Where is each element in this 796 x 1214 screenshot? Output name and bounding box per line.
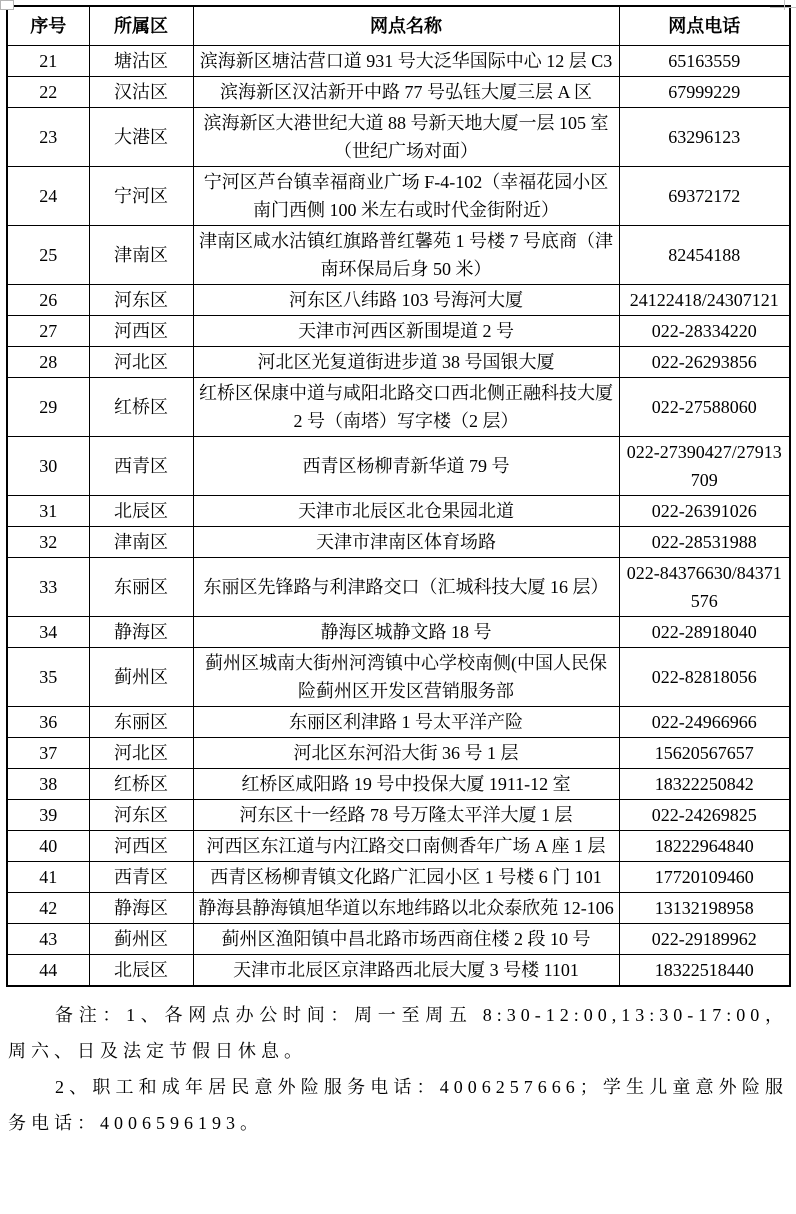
branch-name-cell: 红桥区保康中道与咸阳北路交口西北侧正融科技大厦 2 号（南塔）写字楼（2 层） [193, 378, 619, 437]
district-cell: 河西区 [89, 316, 193, 347]
district-cell: 红桥区 [89, 378, 193, 437]
branch-name-cell: 红桥区咸阳路 19 号中投保大厦 1911-12 室 [193, 769, 619, 800]
district-cell: 津南区 [89, 226, 193, 285]
table-row [7, 496, 790, 527]
branch-name-cell: 东丽区利津路 1 号太平洋产险 [193, 707, 619, 738]
district-cell: 静海区 [89, 617, 193, 648]
district-cell: 东丽区 [89, 707, 193, 738]
branch-phone-cell: 022-28334220 [619, 316, 790, 347]
header-district: 所属区 [89, 6, 193, 46]
branch-phone-cell: 18322518440 [619, 955, 790, 987]
serial-cell: 28 [7, 347, 89, 378]
serial-cell: 41 [7, 862, 89, 893]
district-cell: 红桥区 [89, 769, 193, 800]
table-row [7, 707, 790, 738]
branch-name-cell: 滨海新区大港世纪大道 88 号新天地大厦一层 105 室（世纪广场对面） [193, 108, 619, 167]
branch-name-cell: 天津市河西区新围堤道 2 号 [193, 316, 619, 347]
branch-name-cell: 西青区杨柳青新华道 79 号 [193, 437, 619, 496]
table-row [7, 617, 790, 648]
branch-phone-cell: 022-27390427/27913709 [619, 437, 790, 496]
branch-name-cell: 滨海新区塘沽营口道 931 号大泛华国际中心 12 层 C3 [193, 46, 619, 77]
table-row [7, 893, 790, 924]
branch-name-cell: 滨海新区汉沽新开中路 77 号弘钰大厦三层 A 区 [193, 77, 619, 108]
table-row [7, 738, 790, 769]
branch-name-cell: 静海县静海镇旭华道以东地纬路以北众泰欣苑 12-106 [193, 893, 619, 924]
district-cell: 西青区 [89, 437, 193, 496]
district-cell: 北辰区 [89, 955, 193, 987]
header-branch-phone: 网点电话 [619, 6, 790, 46]
table-row [7, 316, 790, 347]
branch-phone-cell: 63296123 [619, 108, 790, 167]
district-cell: 津南区 [89, 527, 193, 558]
branch-name-cell: 河东区十一经路 78 号万隆太平洋大厦 1 层 [193, 800, 619, 831]
header-branch-name: 网点名称 [193, 6, 619, 46]
branch-name-cell: 天津市北辰区京津路西北辰大厦 3 号楼 1101 [193, 955, 619, 987]
table-row [7, 924, 790, 955]
footnote-service-phones: 2、职工和成年居民意外险服务电话：4006257666；学生儿童意外险服务电话：4006596193。 [8, 1077, 788, 1133]
branch-name-cell: 津南区咸水沽镇红旗路普红馨苑 1 号楼 7 号底商（津南环保局后身 50 米） [193, 226, 619, 285]
serial-cell: 22 [7, 77, 89, 108]
table-row [7, 955, 790, 987]
branch-name-cell: 东丽区先锋路与利津路交口（汇城科技大厦 16 层） [193, 558, 619, 617]
table-row [7, 77, 790, 108]
branch-phone-cell: 67999229 [619, 77, 790, 108]
branch-phone-cell: 022-29189962 [619, 924, 790, 955]
serial-cell: 34 [7, 617, 89, 648]
table-row [7, 527, 790, 558]
serial-cell: 27 [7, 316, 89, 347]
branch-phone-cell: 022-82818056 [619, 648, 790, 707]
serial-cell: 29 [7, 378, 89, 437]
serial-cell: 36 [7, 707, 89, 738]
branch-table [6, 5, 791, 987]
district-cell: 西青区 [89, 862, 193, 893]
header-serial: 序号 [7, 6, 89, 46]
serial-cell: 43 [7, 924, 89, 955]
branch-phone-cell: 17720109460 [619, 862, 790, 893]
district-cell: 北辰区 [89, 496, 193, 527]
branch-phone-cell: 022-24269825 [619, 800, 790, 831]
header-row [7, 6, 790, 46]
serial-cell: 39 [7, 800, 89, 831]
serial-cell: 31 [7, 496, 89, 527]
table-row [7, 46, 790, 77]
table-row [7, 108, 790, 167]
serial-cell: 40 [7, 831, 89, 862]
district-cell: 宁河区 [89, 167, 193, 226]
branch-phone-cell: 82454188 [619, 226, 790, 285]
serial-cell: 37 [7, 738, 89, 769]
serial-cell: 44 [7, 955, 89, 987]
branch-phone-cell: 022-84376630/84371576 [619, 558, 790, 617]
branch-name-cell: 河北区东河沿大街 36 号 1 层 [193, 738, 619, 769]
district-cell: 汉沽区 [89, 77, 193, 108]
footnotes [8, 997, 788, 1141]
branch-name-cell: 河北区光复道街进步道 38 号国银大厦 [193, 347, 619, 378]
table-row [7, 167, 790, 226]
branch-name-cell: 蓟州区城南大街州河湾镇中心学校南侧(中国人民保险蓟州区开发区营销服务部 [193, 648, 619, 707]
branch-phone-cell: 18222964840 [619, 831, 790, 862]
serial-cell: 25 [7, 226, 89, 285]
serial-cell: 38 [7, 769, 89, 800]
branch-phone-cell: 13132198958 [619, 893, 790, 924]
branch-table-header [7, 6, 790, 46]
table-row [7, 800, 790, 831]
table-handle-artifact [0, 0, 14, 10]
district-cell: 东丽区 [89, 558, 193, 617]
branch-phone-cell: 65163559 [619, 46, 790, 77]
crop-mark-vertical [784, 0, 785, 10]
crop-mark-horizontal [770, 7, 796, 8]
branch-phone-cell: 022-26391026 [619, 496, 790, 527]
branch-name-cell: 天津市北辰区北仓果园北道 [193, 496, 619, 527]
branch-phone-cell: 022-28918040 [619, 617, 790, 648]
branch-table-body [7, 46, 790, 987]
serial-cell: 21 [7, 46, 89, 77]
district-cell: 河西区 [89, 831, 193, 862]
serial-cell: 26 [7, 285, 89, 316]
serial-cell: 42 [7, 893, 89, 924]
district-cell: 蓟州区 [89, 924, 193, 955]
district-cell: 蓟州区 [89, 648, 193, 707]
branch-name-cell: 宁河区芦台镇幸福商业广场 F-4-102（幸福花园小区南门西侧 100 米左右或时代金街附近） [193, 167, 619, 226]
serial-cell: 33 [7, 558, 89, 617]
serial-cell: 24 [7, 167, 89, 226]
district-cell: 河北区 [89, 347, 193, 378]
table-row [7, 378, 790, 437]
serial-cell: 30 [7, 437, 89, 496]
table-row [7, 347, 790, 378]
district-cell: 静海区 [89, 893, 193, 924]
branch-name-cell: 西青区杨柳青镇文化路广汇园小区 1 号楼 6 门 101 [193, 862, 619, 893]
serial-cell: 35 [7, 648, 89, 707]
footnote-office-hours: 备注：1、各网点办公时间：周一至周五 8:30-12:00,13:30-17:00，周六、日及法定节假日休息。 [8, 1005, 788, 1061]
branch-phone-cell: 022-26293856 [619, 347, 790, 378]
table-row [7, 437, 790, 496]
district-cell: 塘沽区 [89, 46, 193, 77]
table-row [7, 862, 790, 893]
table-row [7, 285, 790, 316]
branch-phone-cell: 022-27588060 [619, 378, 790, 437]
branch-name-cell: 静海区城静文路 18 号 [193, 617, 619, 648]
branch-name-cell: 天津市津南区体育场路 [193, 527, 619, 558]
branch-phone-cell: 69372172 [619, 167, 790, 226]
district-cell: 大港区 [89, 108, 193, 167]
district-cell: 河东区 [89, 800, 193, 831]
table-row [7, 769, 790, 800]
table-row [7, 558, 790, 617]
branch-phone-cell: 022-24966966 [619, 707, 790, 738]
table-row [7, 648, 790, 707]
district-cell: 河北区 [89, 738, 193, 769]
table-row [7, 226, 790, 285]
branch-phone-cell: 18322250842 [619, 769, 790, 800]
branch-phone-cell: 24122418/24307121 [619, 285, 790, 316]
branch-phone-cell: 15620567657 [619, 738, 790, 769]
branch-name-cell: 河东区八纬路 103 号海河大厦 [193, 285, 619, 316]
serial-cell: 23 [7, 108, 89, 167]
district-cell: 河东区 [89, 285, 193, 316]
table-row [7, 831, 790, 862]
branch-name-cell: 蓟州区渔阳镇中昌北路市场西商住楼 2 段 10 号 [193, 924, 619, 955]
serial-cell: 32 [7, 527, 89, 558]
branch-phone-cell: 022-28531988 [619, 527, 790, 558]
branch-name-cell: 河西区东江道与内江路交口南侧香年广场 A 座 1 层 [193, 831, 619, 862]
